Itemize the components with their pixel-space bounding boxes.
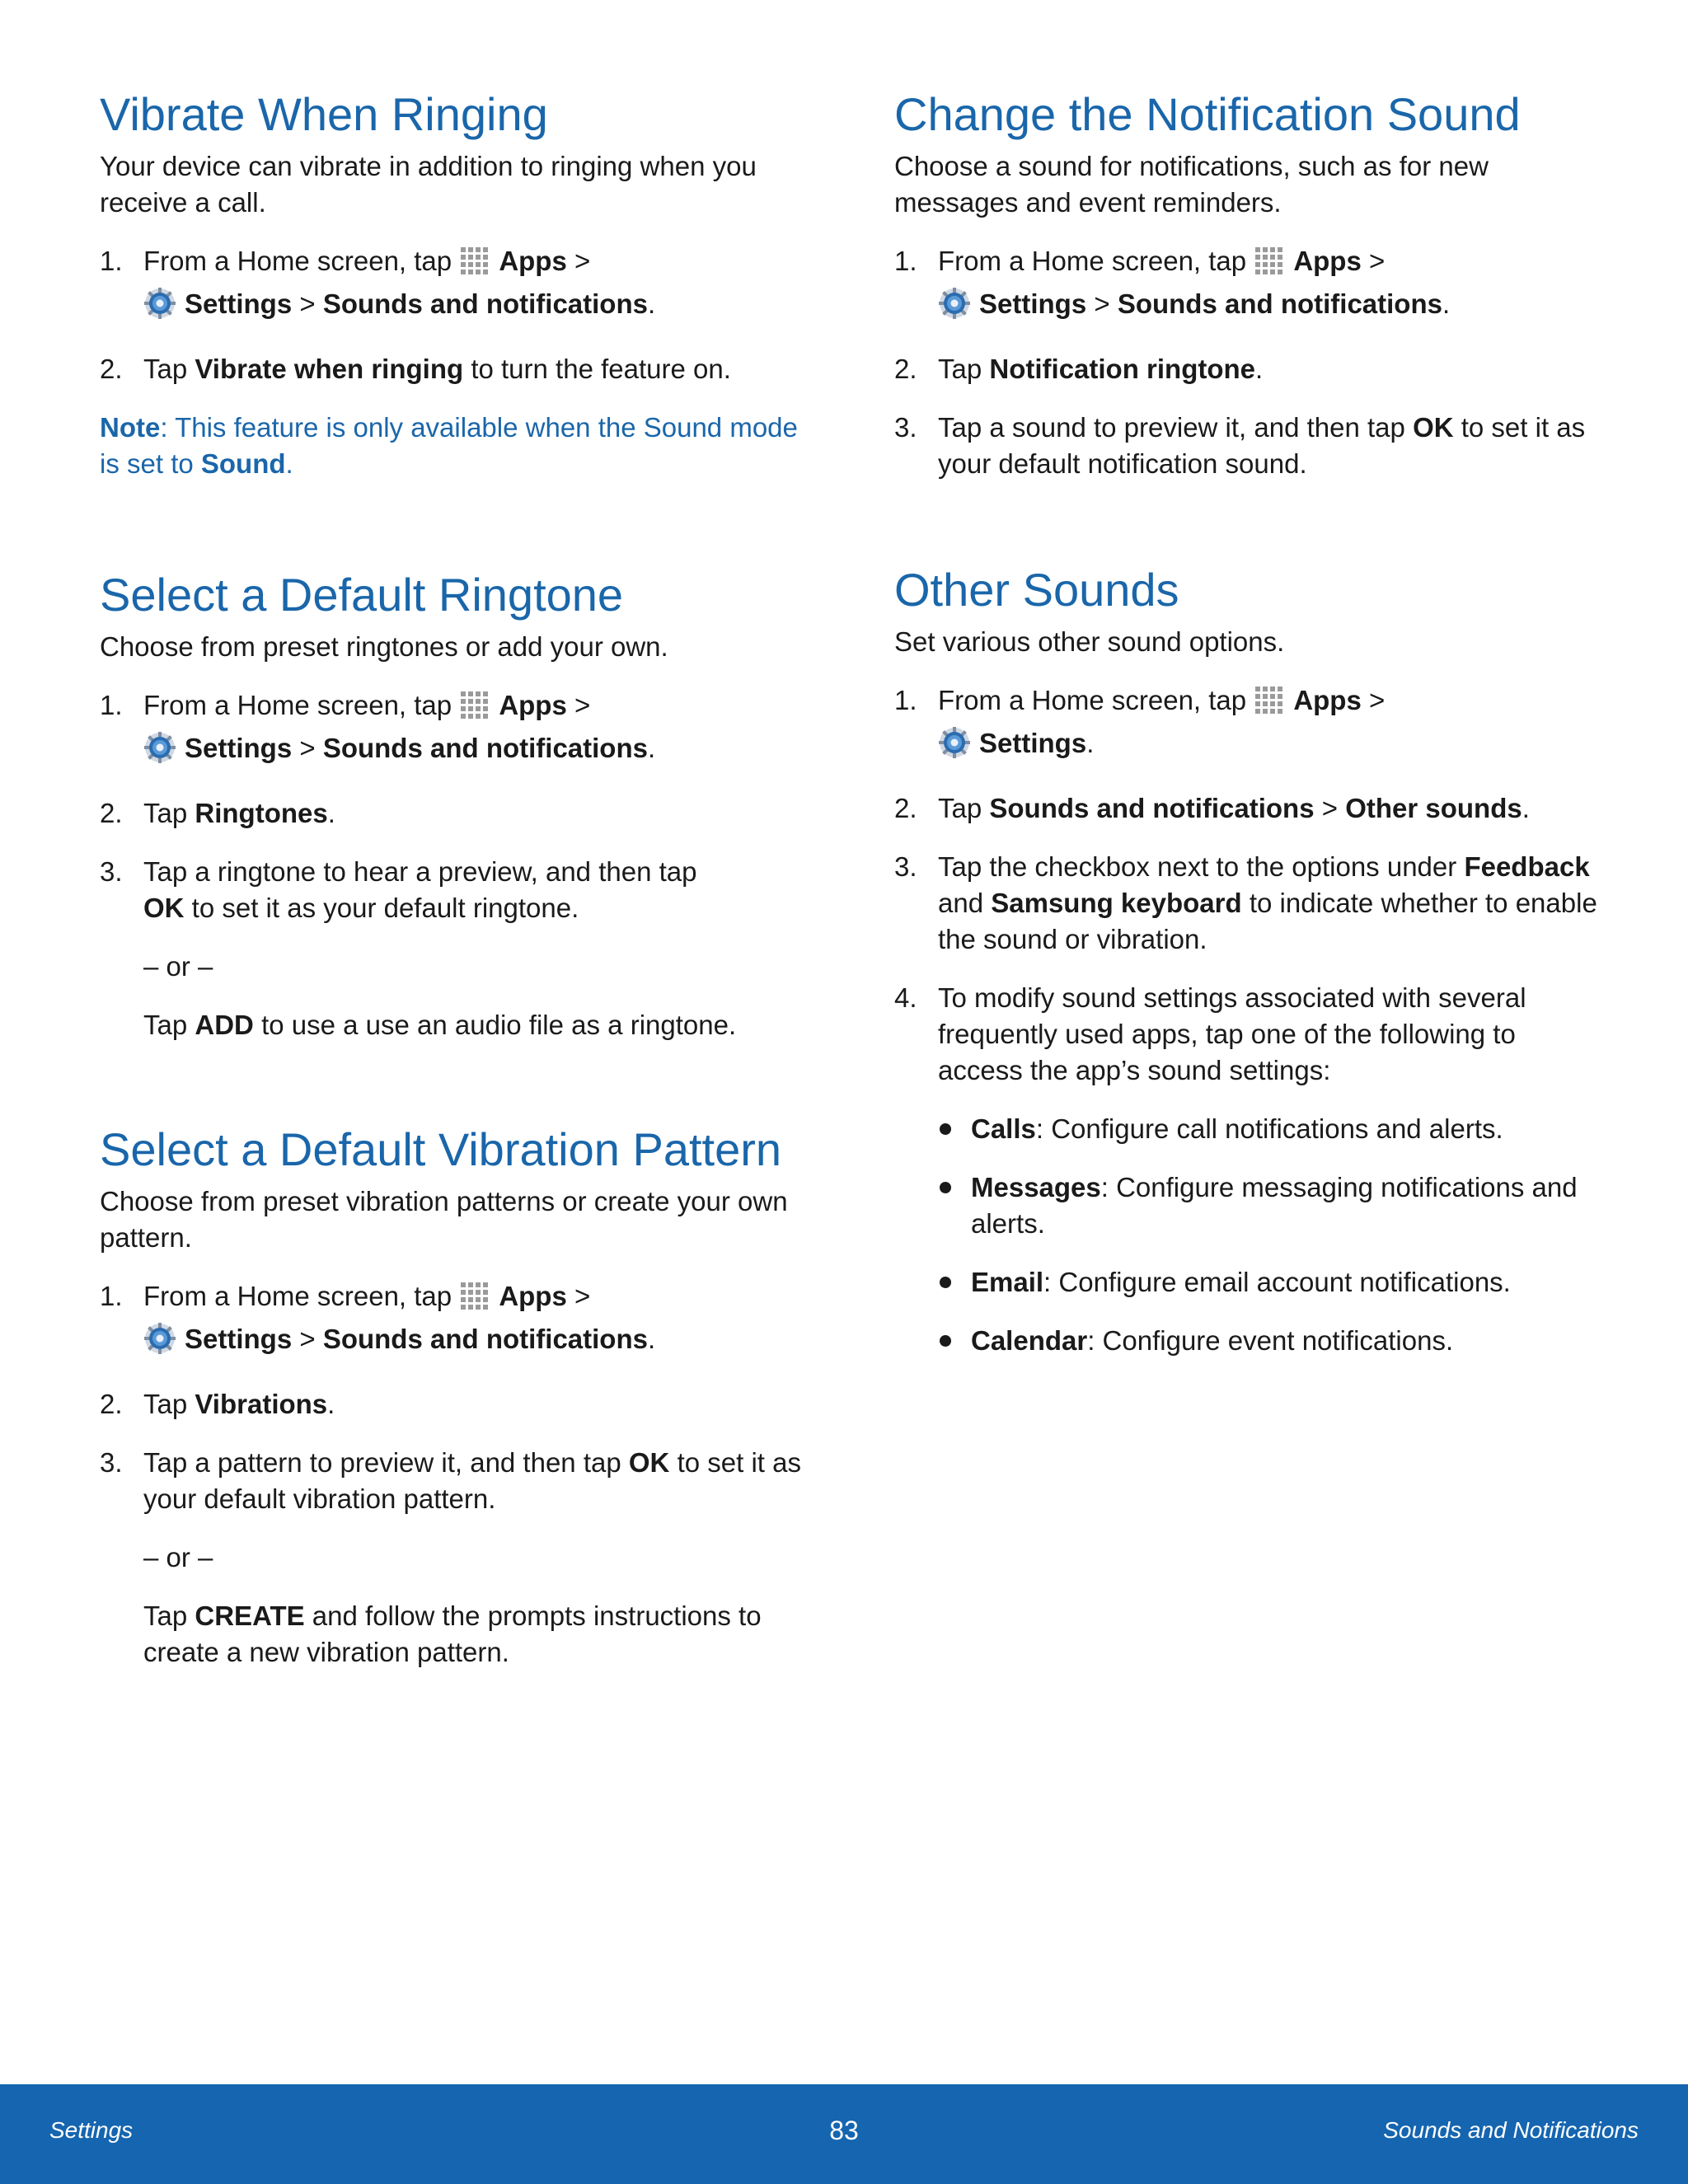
section-default-ringtone bbox=[100, 566, 809, 1043]
bullet-dot-icon bbox=[940, 1277, 951, 1288]
footer-section: Sounds and Notifications bbox=[1383, 2117, 1639, 2143]
section-title: Vibrate When Ringing bbox=[100, 88, 548, 140]
section-title: Select a Default Vibration Pattern bbox=[100, 1123, 782, 1175]
settings-gear-icon bbox=[143, 287, 176, 329]
list-item: Email: Configure email account notifications. bbox=[938, 1264, 1603, 1301]
step-2: 2. Tap Vibrations. bbox=[100, 1389, 335, 1419]
section-intro: Set various other sound options. bbox=[894, 626, 1285, 657]
step-1: 1. From a Home screen, tap Apps > Settings > Sounds and notifications. bbox=[100, 1278, 809, 1364]
step-4: 4. To modify sound settings associated with several frequently used apps, tap one of the following to access the app’s sound settings: Calls: Configure call notifications and alerts. Messages: Configure messaging notifications and alerts. Email: Configure email account notifications. Calendar: Configure event notifications. bbox=[894, 980, 1603, 1359]
section-title: Other Sounds bbox=[894, 564, 1179, 616]
or-separator: – or – bbox=[143, 951, 213, 982]
section-title: Change the Notification Sound bbox=[894, 88, 1521, 140]
section-title: Select a Default Ringtone bbox=[100, 569, 624, 621]
alternative-step: Tap CREATE and follow the prompts instructions to create a new vibration pattern. bbox=[143, 1601, 762, 1667]
step-1: 1. From a Home screen, tap Apps > Settings > Sounds and notifications. bbox=[894, 243, 1603, 329]
step-1: 1. From a Home screen, tap Apps > Settings > Sounds and notifications. bbox=[100, 243, 809, 329]
apps-grid-icon bbox=[1254, 685, 1285, 725]
section-intro: Choose from preset vibration patterns or create your own pattern. bbox=[100, 1186, 788, 1253]
bullet-dot-icon bbox=[940, 1123, 951, 1135]
note: Note: This feature is only available when the Sound mode is set to Sound. bbox=[100, 412, 798, 479]
steps-list bbox=[100, 687, 809, 1043]
step-1: 1. From a Home screen, tap Apps > Settings. bbox=[894, 682, 1603, 768]
steps-list bbox=[100, 1278, 809, 1671]
step-1: 1. From a Home screen, tap Apps > Settings > Sounds and notifications. bbox=[100, 687, 809, 773]
alternative-step: Tap ADD to use a use an audio file as a ringtone. bbox=[143, 1010, 737, 1040]
apps-grid-icon bbox=[459, 690, 490, 730]
bullet-dot-icon bbox=[940, 1182, 951, 1193]
section-intro: Choose from preset ringtones or add your own. bbox=[100, 631, 668, 662]
step-3: 3. Tap a sound to preview it, and then tap OK to set it as your default notification sound. bbox=[894, 412, 1586, 479]
page-number: 83 bbox=[829, 2116, 859, 2145]
apps-grid-icon bbox=[459, 1281, 490, 1321]
footer-chapter: Settings bbox=[49, 2117, 134, 2143]
or-separator: – or – bbox=[143, 1542, 213, 1572]
section-other-sounds bbox=[894, 561, 1603, 1359]
apps-grid-icon bbox=[1254, 246, 1285, 286]
steps-list bbox=[894, 682, 1603, 1359]
list-item: Calls: Configure call notifications and alerts. bbox=[938, 1111, 1603, 1147]
step-2: 2. Tap Vibrate when ringing to turn the feature on. bbox=[100, 354, 731, 384]
step-2: 2. Tap Notification ringtone. bbox=[894, 354, 1264, 384]
step-2: 2. Tap Sounds and notifications > Other sounds. bbox=[894, 793, 1530, 823]
bullet-dot-icon bbox=[940, 1335, 951, 1347]
step-3: 3. Tap a ringtone to hear a preview, and then tap OK to set it as your default ringtone. – or – Tap ADD to use a use an audio file as a ringtone. bbox=[100, 854, 809, 1043]
app-sound-options-list bbox=[938, 1111, 1603, 1359]
apps-grid-icon bbox=[459, 246, 490, 286]
step-3: 3. Tap a pattern to preview it, and then tap OK to set it as your default vibration pattern. – or – Tap CREATE and follow the prompts instructions to create a new vibration pattern. bbox=[100, 1445, 809, 1671]
steps-list bbox=[100, 243, 809, 387]
section-intro: Your device can vibrate in addition to ringing when you receive a call. bbox=[100, 151, 757, 218]
list-item: Messages: Configure messaging notifications and alerts. bbox=[938, 1169, 1603, 1242]
page-footer bbox=[0, 2084, 1688, 2184]
settings-gear-icon bbox=[938, 287, 971, 329]
steps-list bbox=[894, 243, 1603, 482]
section-intro: Choose a sound for notifications, such as for new messages and event reminders. bbox=[894, 151, 1489, 218]
step-2: 2. Tap Ringtones. bbox=[100, 798, 335, 828]
settings-gear-icon bbox=[143, 1322, 176, 1364]
settings-gear-icon bbox=[143, 731, 176, 773]
settings-gear-icon bbox=[938, 726, 971, 768]
section-vibrate-when-ringing bbox=[100, 86, 809, 509]
list-item: Calendar: Configure event notifications. bbox=[938, 1323, 1603, 1359]
section-notification-sound bbox=[894, 86, 1603, 482]
step-3: 3. Tap the checkbox next to the options under Feedback and Samsung keyboard to indicate whether to enable the sound or vibration. bbox=[894, 851, 1597, 954]
section-default-vibration-pattern bbox=[100, 1121, 809, 1671]
